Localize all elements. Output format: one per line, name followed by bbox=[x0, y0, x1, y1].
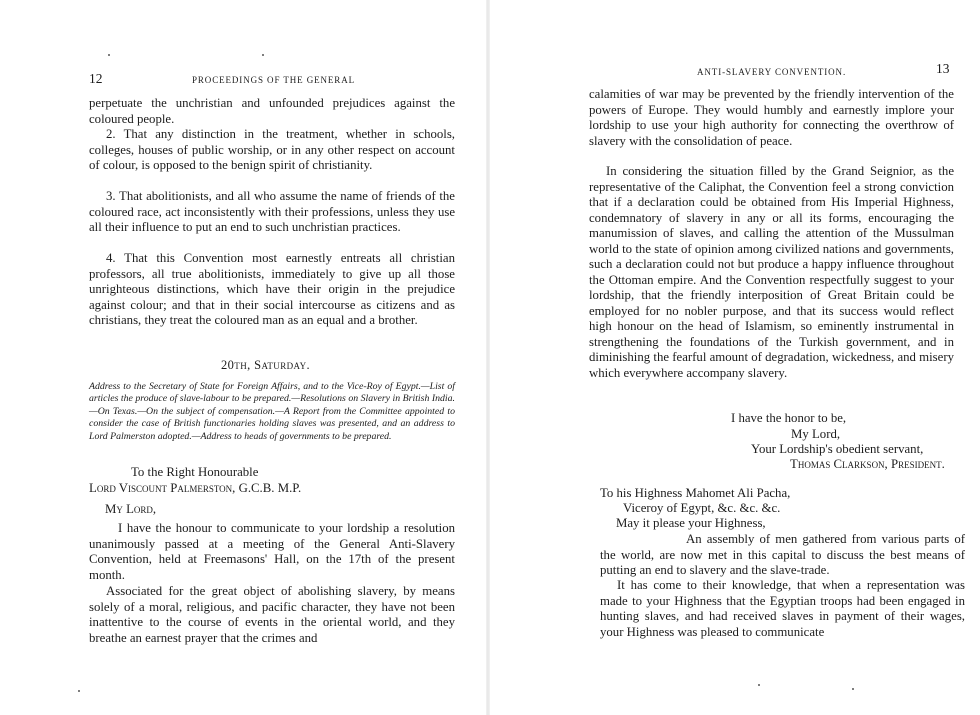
addressee-line: To the Right Honourable bbox=[131, 465, 259, 479]
address-line: Viceroy of Egypt, &c. &c. &c. bbox=[623, 501, 781, 515]
right-page bbox=[490, 0, 980, 715]
print-speck bbox=[758, 684, 760, 686]
salutation: May it please your Highness, bbox=[616, 516, 766, 530]
addressee-name: Lord Viscount Palmerston, G.C.B. M.P. bbox=[89, 481, 302, 495]
closing-line: I have the honor to be, bbox=[731, 411, 847, 425]
print-speck bbox=[78, 690, 80, 692]
page-number: 13 bbox=[936, 61, 950, 76]
letter-paragraph: It has come to their knowledge, that when a representation was made to your Highness that the Egyptian troops had been engaged in hunting slaves, and had received slaves in payment of their wages, your Highness was pleased to communicate bbox=[600, 578, 965, 639]
resolution-2: 2. That any distinction in the treatment, whether in schools, colleges, houses of public worship, or in any other respect on account of colour, is opposed to the benign spirit of christianity. bbox=[89, 127, 455, 172]
salutation: My Lord, bbox=[105, 502, 157, 516]
address-line: To his Highness Mahomet Ali Pacha, bbox=[600, 486, 791, 500]
closing-line: Your Lordship's obedient servant, bbox=[751, 442, 924, 456]
date-heading: 20th, Saturday. bbox=[221, 358, 310, 372]
letter-paragraph: An assembly of men gathered from various parts of the world, are now met in this capital to discuss the best means of putting an end to slavery and the slave-trade. bbox=[600, 532, 965, 577]
page-number: 12 bbox=[89, 71, 103, 86]
letter-paragraph: Associated for the great object of abolishing slavery, by means solely of a moral, religious, and pacific character, they have not been inattentive to the course of events in the oriental world, and they breathe an earnest prayer that the crimes and bbox=[89, 584, 455, 645]
print-speck bbox=[262, 54, 264, 56]
signature: Thomas Clarkson, President. bbox=[790, 457, 945, 471]
running-head: ANTI-SLAVERY CONVENTION. bbox=[697, 67, 847, 77]
print-speck bbox=[108, 54, 110, 56]
paragraph: In considering the situation filled by the Grand Seignior, as the representative of the Caliphat, the Convention feel a strong conviction that if a declaration could be obtained from His Imperial Highness, condemnatory of slavery in any or all its forms, encouraging the manumission of slaves, and calling the attention of the Mussulman world to the state of opinion among civilized nations and governments, such a declaration could not but produce a happy influence throughout the Ottoman empire. And the Convention respectfully suggest to your lordship, that the friendly interposition of Great Britain could be employed for no nobler purpose, and that its success would reflect high honour on the head of Islamism, so eminently instrumental in strengthening the foundations of the Turkish government, and in diminishing the fearful amount of degradation, wickedness, and misery which everywhere accompany slavery. bbox=[589, 164, 954, 380]
print-speck bbox=[852, 688, 854, 690]
running-head: PROCEEDINGS OF THE GENERAL bbox=[192, 75, 355, 85]
paragraph: calamities of war may be prevented by the friendly intervention of the powers of Europe. They would humbly and earnestly implore your lordship to use your high authority for connecting the overthrow of slavery with the consolidation of peace. bbox=[589, 87, 954, 148]
left-page bbox=[0, 0, 488, 715]
day-summary: Address to the Secretary of State for Foreign Affairs, and to the Vice-Roy of Egypt.—List of articles the produce of slave-labour to be prepared.—Resolutions on Slavery in British India.—On Texas.—On the subject of compensation.—A Report from the Committee appointed to consider the case of British functionaries holding slaves was presented, and an address to Lord Palmerston adopted.—Address to heads of governments to be prepared. bbox=[89, 381, 455, 442]
letter-paragraph: I have the honour to communicate to your lordship a resolution unanimously passed at a meeting of the General Anti-Slavery Convention, held at Freemasons' Hall, on the 17th of the present month. bbox=[89, 521, 455, 582]
closing-line: My Lord, bbox=[791, 427, 841, 441]
paragraph: perpetuate the unchristian and unfounded prejudices against the coloured people. bbox=[89, 96, 455, 126]
resolution-3: 3. That abolitionists, and all who assume the name of friends of the coloured race, act inconsistently with their professions, unless they use all their influence to put an end to such unchristian practices. bbox=[89, 189, 455, 234]
resolution-4: 4. That this Convention most earnestly entreats all christian professors, all true abolitionists, immediately to give up all those unrighteous distinctions, which have their origin in the prejudice against colour; and that in their social intercourse as citizens and as christians, they treat the coloured man as an equal and a brother. bbox=[89, 251, 455, 327]
